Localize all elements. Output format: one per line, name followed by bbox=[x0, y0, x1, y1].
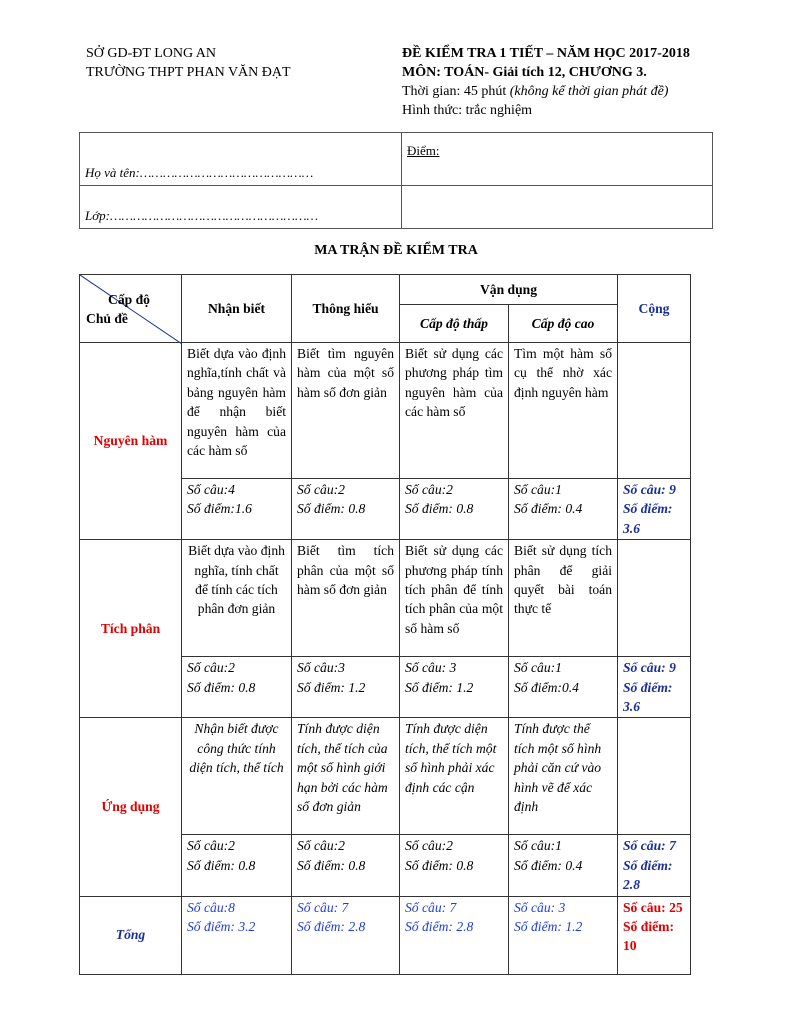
class-field: Lớp:……………………………………………… bbox=[80, 186, 402, 229]
cell-understand: Tính được diện tích, thể tích của một số hình giới hạn bởi các hàm số đơn giản bbox=[292, 718, 400, 835]
header-high: Cấp độ cao bbox=[509, 305, 618, 343]
row-total-cell bbox=[618, 657, 691, 718]
cell-high: Biết sử dụng tích phân để giải quyết bài toán thực tế bbox=[509, 540, 618, 657]
total-count-cell bbox=[182, 896, 292, 974]
question-count: Số câu: 3 bbox=[405, 660, 457, 676]
question-count: Số câu:3 bbox=[297, 660, 345, 676]
question-count: Số câu:2 bbox=[405, 838, 453, 854]
row-total-cell bbox=[618, 835, 691, 896]
count-cell bbox=[400, 479, 509, 540]
cell-low: Tính được diện tích, thể tích một số hình phải xác định các cận bbox=[400, 718, 509, 835]
header-right bbox=[402, 44, 690, 120]
point-count: Số điểm: 0.8 bbox=[405, 501, 474, 517]
point-count: Số điểm:0.4 bbox=[514, 679, 579, 695]
point-count: Số điểm: 2.8 bbox=[297, 919, 366, 935]
department-name: SỞ GD-ĐT LONG AN bbox=[86, 46, 217, 61]
total-questions: Số câu: 9 bbox=[623, 482, 676, 497]
matrix-title: MA TRẬN ĐỀ KIỂM TRA bbox=[314, 243, 478, 258]
cell-total-empty bbox=[618, 718, 691, 835]
cell-low: Biết sử dụng các phương pháp tính tích phân để tính tích phân của một số hàm số bbox=[400, 540, 509, 657]
row-total-cell bbox=[618, 479, 691, 540]
count-cell bbox=[509, 835, 618, 896]
point-count: Số điểm: 0.8 bbox=[405, 857, 474, 873]
exam-title: ĐỀ KIỂM TRA 1 TIẾT – NĂM HỌC 2017-2018 bbox=[402, 46, 690, 61]
cell-understand: Biết tìm nguyên hàm của một số hàm số đơn giản bbox=[292, 343, 400, 479]
point-count: Số điểm: 1.2 bbox=[514, 919, 583, 935]
point-count: Số điểm: 0.4 bbox=[514, 857, 583, 873]
cell-recognize: Biết dựa vào định nghĩa,tính chất và bảng nguyên hàm để nhận biết nguyên hàm của các hàm số bbox=[182, 343, 292, 479]
grand-total-points: Số điểm: 10 bbox=[623, 919, 674, 954]
point-count: Số điểm: 3.2 bbox=[187, 919, 256, 935]
total-questions: Số câu: 9 bbox=[623, 660, 676, 676]
question-count: Số câu:2 bbox=[187, 660, 235, 676]
total-points: Số điểm: 3.6 bbox=[623, 501, 673, 536]
school-name: TRƯỜNG THPT PHAN VĂN ĐẠT bbox=[86, 65, 291, 80]
header-low: Cấp độ thấp bbox=[400, 305, 509, 343]
total-row-label: Tổng bbox=[80, 896, 182, 974]
time-note: (không kể thời gian phát đề) bbox=[509, 84, 669, 99]
point-count: Số điểm: 0.8 bbox=[187, 857, 256, 873]
grand-total-questions: Số câu: 25 bbox=[623, 899, 683, 915]
question-count: Số câu:2 bbox=[297, 838, 345, 854]
topic-integral: Tích phân bbox=[80, 540, 182, 718]
question-count: Số câu:2 bbox=[187, 838, 235, 854]
corner-level: Cấp độ bbox=[108, 292, 150, 307]
question-count: Số câu: 3 bbox=[514, 899, 566, 915]
header-apply: Vận dụng bbox=[400, 275, 618, 305]
exam-form: Hình thức: trắc nghiệm bbox=[402, 103, 533, 118]
cell-high: Tính được thể tích một số hình phải căn cứ vào hình vẽ để xác định bbox=[509, 718, 618, 835]
count-cell bbox=[182, 479, 292, 540]
grand-total-cell bbox=[618, 896, 691, 974]
question-count: Số câu:2 bbox=[297, 482, 345, 497]
count-cell bbox=[400, 835, 509, 896]
topic-application: Ứng dụng bbox=[80, 718, 182, 896]
count-cell bbox=[400, 657, 509, 718]
header-left bbox=[86, 44, 291, 82]
time-label: Thời gian: 45 phút bbox=[402, 84, 507, 99]
header-total: Cộng bbox=[618, 275, 691, 343]
corner-header bbox=[80, 275, 182, 343]
question-count: Số câu: 7 bbox=[405, 899, 457, 915]
cell-recognize: Biết dựa vào định nghĩa, tính chất để tính các tích phân đơn giản bbox=[182, 540, 292, 657]
total-count-cell bbox=[509, 896, 618, 974]
total-points: Số điểm: 2.8 bbox=[623, 857, 673, 893]
total-count-cell bbox=[400, 896, 509, 974]
header-recognize: Nhận biết bbox=[182, 275, 292, 343]
count-cell bbox=[182, 657, 292, 718]
score-field bbox=[402, 133, 713, 186]
count-cell bbox=[292, 835, 400, 896]
cell-total-empty bbox=[618, 540, 691, 657]
count-cell bbox=[292, 657, 400, 718]
score-label: Điểm: bbox=[407, 143, 440, 158]
question-count: Số câu:8 bbox=[187, 899, 235, 915]
subject-line: MÔN: TOÁN- Giải tích 12, CHƯƠNG 3. bbox=[402, 65, 647, 80]
point-count: Số điểm: 0.8 bbox=[187, 679, 256, 695]
cell-understand: Biết tìm tích phân của một số hàm số đơn giản bbox=[292, 540, 400, 657]
question-count: Số câu: 7 bbox=[297, 899, 349, 915]
student-info-table bbox=[79, 132, 713, 229]
cell-recognize: Nhận biết được công thức tính diện tích, thể tích bbox=[182, 718, 292, 835]
count-cell bbox=[182, 835, 292, 896]
point-count: Số điểm:1.6 bbox=[187, 501, 252, 517]
topic-antiderivative: Nguyên hàm bbox=[80, 343, 182, 540]
total-questions: Số câu: 7 bbox=[623, 838, 676, 854]
total-count-cell bbox=[292, 896, 400, 974]
point-count: Số điểm: 2.8 bbox=[405, 919, 474, 935]
cell-low: Biết sử dụng các phương pháp tìm nguyên hàm của các hàm số bbox=[400, 343, 509, 479]
question-count: Số câu:1 bbox=[514, 838, 562, 854]
question-count: Số câu:1 bbox=[514, 482, 562, 497]
total-points: Số điểm: 3.6 bbox=[623, 679, 673, 715]
count-cell bbox=[509, 479, 618, 540]
point-count: Số điểm: 1.2 bbox=[297, 679, 366, 695]
time-line bbox=[402, 82, 690, 101]
point-count: Số điểm: 0.8 bbox=[297, 501, 366, 517]
corner-topic: Chủ đề bbox=[86, 311, 128, 326]
exam-matrix-table bbox=[79, 274, 691, 975]
cell-high: Tìm một hàm số cụ thể nhờ xác định nguyên hàm bbox=[509, 343, 618, 479]
point-count: Số điểm: 0.8 bbox=[297, 857, 366, 873]
cell-total-empty bbox=[618, 343, 691, 479]
student-name-field: Họ và tên:……………………………………… bbox=[80, 133, 402, 186]
question-count: Số câu:2 bbox=[405, 482, 453, 497]
count-cell bbox=[292, 479, 400, 540]
question-count: Số câu:4 bbox=[187, 482, 235, 497]
header-understand: Thông hiểu bbox=[292, 275, 400, 343]
question-count: Số câu:1 bbox=[514, 660, 562, 676]
empty-cell bbox=[402, 186, 713, 229]
count-cell bbox=[509, 657, 618, 718]
point-count: Số điểm: 1.2 bbox=[405, 679, 474, 695]
point-count: Số điểm: 0.4 bbox=[514, 501, 583, 517]
